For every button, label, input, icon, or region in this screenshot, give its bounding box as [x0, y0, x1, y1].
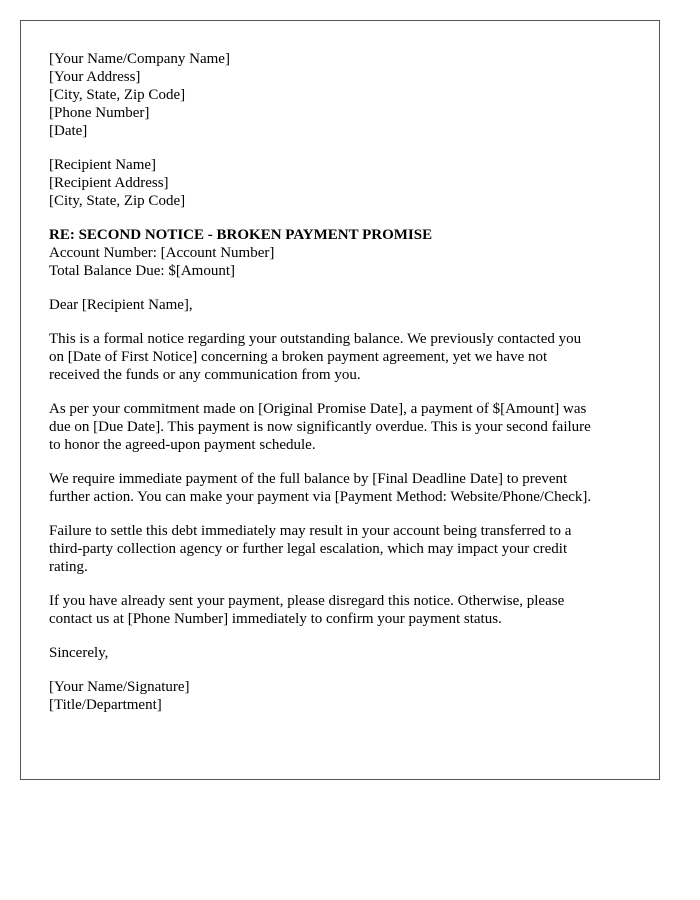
paragraph-line: due on [Due Date]. This payment is now significantly overdue. This is your second failure: [49, 419, 591, 435]
subject-line: RE: SECOND NOTICE - BROKEN PAYMENT PROMISE: [49, 227, 433, 243]
body-paragraph-3: [49, 470, 639, 506]
recipient-block: [49, 156, 639, 210]
closing: Sincerely,: [49, 645, 109, 661]
paragraph-line: third-party collection agency or further legal escalation, which may impact your credit: [49, 541, 568, 557]
sender-block: [49, 50, 639, 140]
paragraph-line: rating.: [49, 559, 88, 575]
sender-name: [Your Name/Company Name]: [49, 51, 230, 67]
body-paragraph-5: [49, 592, 639, 628]
recipient-city-state-zip: [City, State, Zip Code]: [49, 193, 186, 209]
signature-title: [Title/Department]: [49, 697, 162, 713]
signature-name: [Your Name/Signature]: [49, 679, 190, 695]
paragraph-line: received the funds or any communication from you.: [49, 367, 361, 383]
sender-address: [Your Address]: [49, 69, 141, 85]
reference-block: [49, 226, 639, 280]
sender-phone: [Phone Number]: [49, 105, 150, 121]
account-number: Account Number: [Account Number]: [49, 245, 275, 261]
body-paragraph-1: [49, 330, 639, 384]
sender-city-state-zip: [City, State, Zip Code]: [49, 87, 186, 103]
letter-content: [49, 50, 639, 714]
letter-date: [Date]: [49, 123, 88, 139]
paragraph-line: This is a formal notice regarding your outstanding balance. We previously contacted you: [49, 331, 582, 347]
body-paragraph-2: [49, 400, 639, 454]
paragraph-line: on [Date of First Notice] concerning a broken payment agreement, yet we have not: [49, 349, 548, 365]
recipient-address: [Recipient Address]: [49, 175, 169, 191]
paragraph-line: Failure to settle this debt immediately may result in your account being transferred to a: [49, 523, 572, 539]
salutation: Dear [Recipient Name],: [49, 297, 193, 313]
signature-block: [49, 678, 639, 714]
balance-due: Total Balance Due: $[Amount]: [49, 263, 235, 279]
paragraph-line: We require immediate payment of the full balance by [Final Deadline Date] to prevent: [49, 471, 568, 487]
paragraph-line: contact us at [Phone Number] immediately to confirm your payment status.: [49, 611, 502, 627]
body-paragraph-4: [49, 522, 639, 576]
paragraph-line: As per your commitment made on [Original Promise Date], a payment of $[Amount] was: [49, 401, 587, 417]
paragraph-line: further action. You can make your payment via [Payment Method: Website/Phone/Check].: [49, 489, 592, 505]
recipient-name: [Recipient Name]: [49, 157, 157, 173]
paragraph-line: to honor the agreed-upon payment schedule.: [49, 437, 316, 453]
paragraph-line: If you have already sent your payment, please disregard this notice. Otherwise, please: [49, 593, 565, 609]
letter-page: [20, 20, 660, 780]
